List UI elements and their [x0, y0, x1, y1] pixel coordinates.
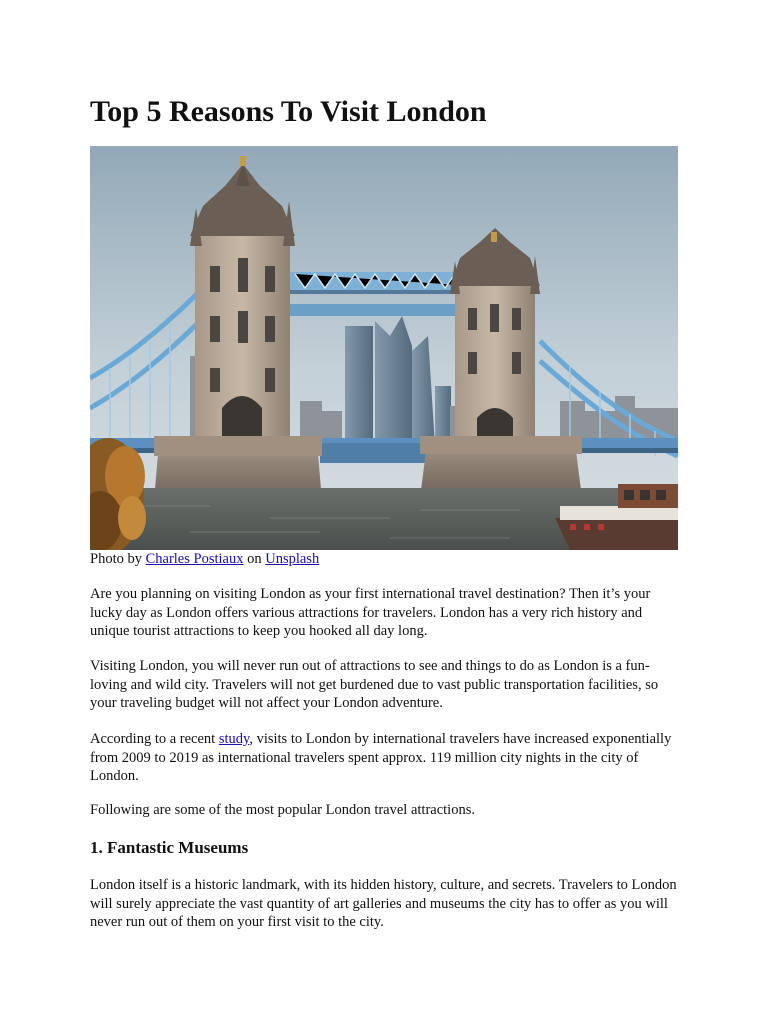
- intro-paragraph: Are you planning on visiting London as your first international travel destination? Then it’s your lucky day as London offers various attractions for travelers. London has a very rich history and unique tourist attractions to keep you hooked all day long.: [90, 586, 651, 639]
- paragraph-study: [90, 730, 680, 786]
- photographer-link[interactable]: Charles Postiaux: [145, 551, 244, 567]
- paragraph-following: Following are some of the most popular London travel attractions.: [90, 802, 475, 818]
- section-heading-museums: 1. Fantastic Museums: [90, 838, 249, 857]
- tower-bridge-photo: [90, 146, 678, 550]
- study-text-before: According to a recent: [90, 731, 219, 747]
- caption-middle: on: [243, 551, 266, 567]
- study-link[interactable]: study: [218, 731, 250, 747]
- unsplash-link[interactable]: Unsplash: [265, 551, 320, 567]
- caption-prefix: Photo by: [90, 551, 146, 567]
- study-text-after: , visits to London by international travelers have increased exponentially from 2009 to 2019 as international travelers spent approx. 119 million city nights in the city of London.: [90, 731, 672, 784]
- paragraph-museums: London itself is a historic landmark, with its hidden history, culture, and secrets. Travelers to London will surely appreciate the vast quantity of art galleries and museums the city has to offer as you will never run out of them on your first visit to the city.: [90, 877, 677, 930]
- photo-caption: [90, 549, 319, 569]
- page-title: Top 5 Reasons To Visit London: [90, 95, 487, 128]
- paragraph-attractions: Visiting London, you will never run out of attractions to see and things to do as London is a fun-loving and wild city. Travelers will not get burdened due to vast public transportation facilities, so your traveling budget will not affect your London adventure.: [90, 658, 659, 711]
